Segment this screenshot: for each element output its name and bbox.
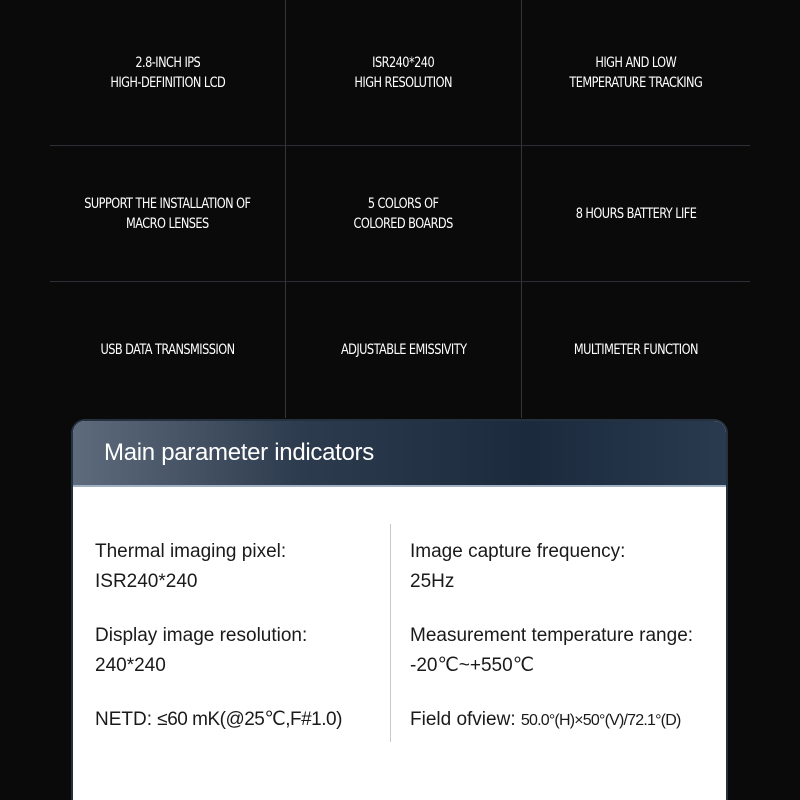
feature-multimeter <box>522 282 750 418</box>
feature-lcd-text: 2.8-INCH IPS HIGH-DEFINITION LCD <box>110 54 225 91</box>
feature-lcd <box>50 0 286 146</box>
param-label: Display image resolution: <box>95 625 308 646</box>
parameter-card <box>73 421 726 800</box>
param-temperature-range <box>410 621 693 681</box>
param-value: 50.0°(H)×50°(V)/72.1°(D) <box>520 712 681 729</box>
param-value: ISR240*240 <box>95 571 198 592</box>
feature-color-boards-text: 5 COLORS OF COLORED BOARDS <box>353 195 454 232</box>
feature-grid <box>50 0 750 418</box>
feature-temp-tracking <box>522 0 750 146</box>
parameter-card-header <box>73 421 726 487</box>
feature-macro-lens <box>50 146 286 282</box>
feature-emissivity-text: ADJUSTABLE EMISSIVITY <box>340 342 467 358</box>
feature-resolution-text: ISR240*240 HIGH RESOLUTION <box>354 54 453 91</box>
feature-multimeter-text: MULTIMETER FUNCTION <box>573 342 699 358</box>
param-label: Measurement temperature range: <box>410 625 694 646</box>
param-value: 25Hz <box>410 571 455 592</box>
feature-usb <box>50 282 286 418</box>
param-value: 240*240 <box>95 655 166 676</box>
column-divider <box>390 524 391 742</box>
parameter-card-title: Main parameter indicators <box>104 439 374 466</box>
feature-resolution <box>286 0 522 146</box>
param-capture-frequency <box>410 537 625 597</box>
param-thermal-pixel <box>95 537 286 597</box>
feature-emissivity <box>286 282 522 418</box>
feature-battery <box>522 146 750 282</box>
param-label: Image capture frequency: <box>410 541 626 562</box>
feature-macro-lens-text: SUPPORT THE INSTALLATION OF MACRO LENSES <box>84 195 251 232</box>
feature-color-boards <box>286 146 522 282</box>
feature-temp-tracking-text: HIGH AND LOW TEMPERATURE TRACKING <box>569 54 703 91</box>
param-label: NETD: <box>95 709 158 730</box>
param-display-resolution <box>95 621 307 681</box>
feature-usb-text: USB DATA TRANSMISSION <box>100 342 235 358</box>
param-value: -20℃~+550℃ <box>410 655 535 676</box>
param-label: Thermal imaging pixel: <box>95 541 287 562</box>
param-label: Field ofview: <box>410 709 521 730</box>
param-field-of-view <box>410 705 681 736</box>
feature-battery-text: 8 HOURS BATTERY LIFE <box>575 205 697 222</box>
param-value: ≤60 mK(@25℃,F#1.0) <box>157 709 342 730</box>
param-netd <box>95 705 342 735</box>
